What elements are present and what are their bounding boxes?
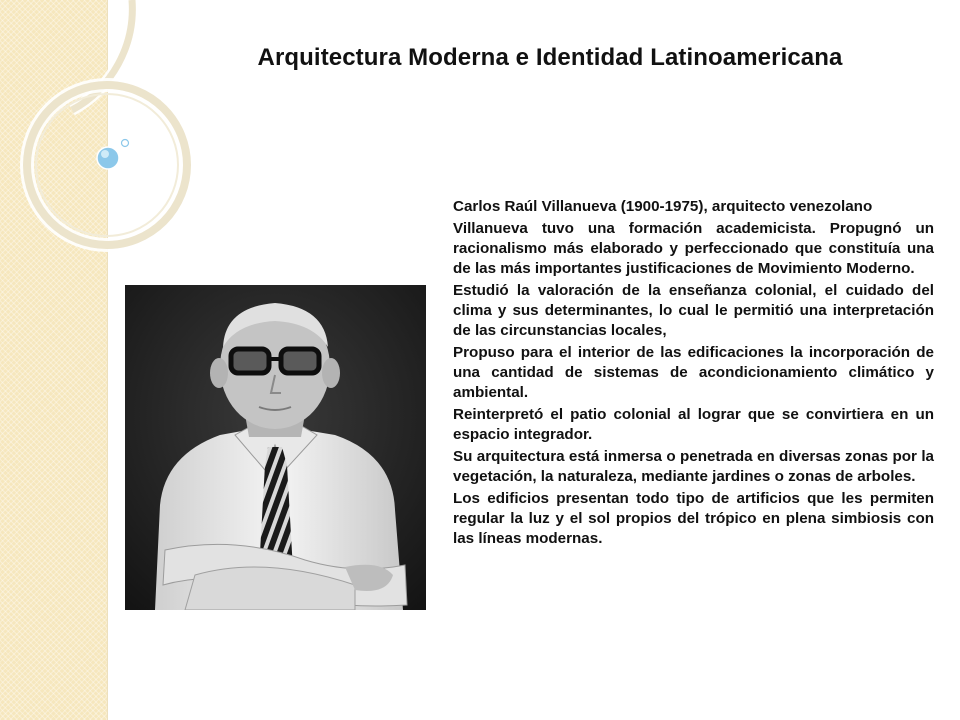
paragraph-colonial-study: Estudió la valoración de la enseñanza colonial, el cuidado del clima y sus determinantes, lo cual le permitió una interpretación de las circunstancias locales, (453, 282, 934, 339)
paragraph-patio: Reinterpretó el patio colonial al lograr que se convirtiera en un espacio integrador. (453, 406, 934, 443)
paragraph-artifices: Los edificios presentan todo tipo de artificios que les permiten regular la luz y el sol propios del trópico en plena simbiosis con las líneas modernas. (453, 490, 934, 547)
paragraph-vegetation: Su arquitectura está inmersa o penetrada en diversas zonas por la vegetación, la naturaleza, mediante jardines o zonas de arboles. (453, 448, 934, 485)
slide-title: Arquitectura Moderna e Identidad Latinoamericana (257, 44, 843, 71)
bubble-large (97, 147, 119, 169)
biography-text (453, 197, 934, 551)
paragraph-climate-systems: Propuso para el interior de las edificaciones la incorporación de una cantidad de sistemas de acondicionamiento climático y ambiental. (453, 344, 934, 401)
portrait-photo (125, 285, 426, 610)
paragraph-intro: Carlos Raúl Villanueva (1900-1975), arquitecto venezolano (453, 198, 873, 215)
paragraph-formation: Villanueva tuvo una formación academicista. Propugnó un racionalismo más elaborado y perfeccionado que constituía una de las más importantes justificaciones de Movimiento Moderno. (453, 220, 934, 277)
bubble-small (122, 140, 129, 147)
